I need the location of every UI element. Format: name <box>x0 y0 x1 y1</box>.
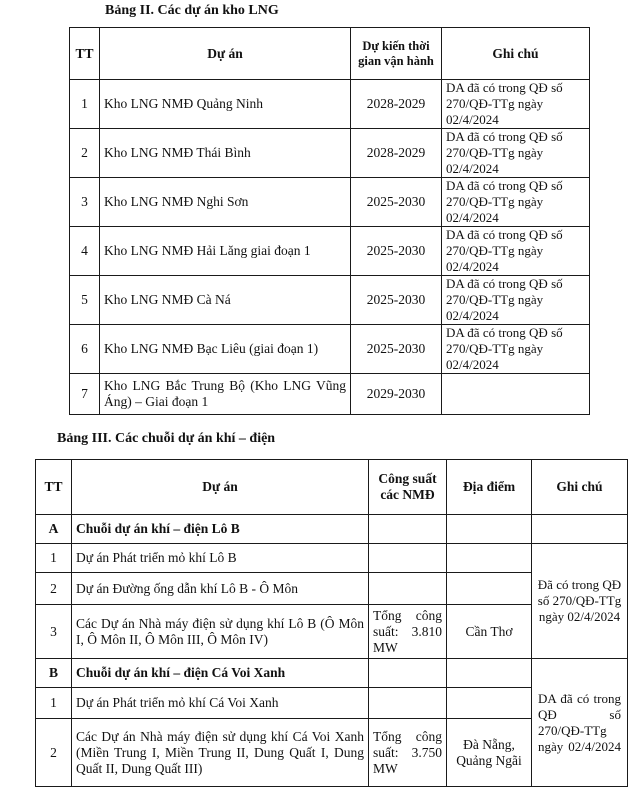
row-location: Đà Nẵng, Quảng Ngãi <box>447 719 532 787</box>
table-row <box>36 544 628 573</box>
group-row-b <box>36 659 628 688</box>
empty-cell <box>447 573 532 605</box>
row-tt: 1 <box>36 544 72 573</box>
table2-caption: Bảng II. Các dự án kho LNG <box>105 3 279 18</box>
row-tt: 5 <box>70 276 100 325</box>
table-row <box>70 227 590 276</box>
table-row <box>70 374 590 415</box>
row-tt: 7 <box>70 374 100 415</box>
row-project: Kho LNG NMĐ Bạc Liêu (giai đoạn 1) <box>100 325 351 374</box>
group-row-a <box>36 515 628 544</box>
empty-cell <box>447 688 532 719</box>
row-note: DA đã có trong QĐ số 270/QĐ-TTg ngày 02/4/2024 <box>442 227 590 276</box>
table3-header-row <box>36 460 628 515</box>
row-tt: 2 <box>36 573 72 605</box>
group-b-note: DA đã có trong QĐ số 270/QĐ-TTg ngày 02/4/2024 <box>532 659 628 787</box>
table2-header-tt: TT <box>70 28 100 80</box>
row-tt: 2 <box>36 719 72 787</box>
row-time: 2029-2030 <box>351 374 442 415</box>
table3-header-location: Địa điểm <box>447 460 532 515</box>
table2-header-note: Ghi chú <box>442 28 590 80</box>
row-note: DA đã có trong QĐ số 270/QĐ-TTg ngày 02/4/2024 <box>442 276 590 325</box>
row-time: 2025-2030 <box>351 276 442 325</box>
table3-header-note: Ghi chú <box>532 460 628 515</box>
row-project: Kho LNG NMĐ Cà Ná <box>100 276 351 325</box>
row-note: DA đã có trong QĐ số 270/QĐ-TTg ngày 02/4/2024 <box>442 325 590 374</box>
empty-cell <box>447 515 532 544</box>
row-tt: 1 <box>36 688 72 719</box>
table2-header-row <box>70 28 590 80</box>
table-row <box>70 276 590 325</box>
empty-cell <box>369 659 447 688</box>
empty-cell <box>532 515 628 544</box>
row-time: 2025-2030 <box>351 227 442 276</box>
group-a-note: Đã có trong QĐ số 270/QĐ-TTg ngày 02/4/2024 <box>532 544 628 659</box>
table2-header-time: Dự kiến thời gian vận hành <box>351 28 442 80</box>
row-time: 2028-2029 <box>351 129 442 178</box>
row-note: DA đã có trong QĐ số 270/QĐ-TTg ngày 02/4/2024 <box>442 80 590 129</box>
row-project: Kho LNG NMĐ Quảng Ninh <box>100 80 351 129</box>
row-project: Kho LNG NMĐ Hải Lăng giai đoạn 1 <box>100 227 351 276</box>
table-row <box>70 129 590 178</box>
row-tt: 2 <box>70 129 100 178</box>
empty-cell <box>447 544 532 573</box>
row-tt: 4 <box>70 227 100 276</box>
empty-cell <box>447 659 532 688</box>
empty-cell <box>369 515 447 544</box>
table-row <box>70 80 590 129</box>
row-capacity: Tổng công suất: 3.750 MW <box>369 719 447 787</box>
empty-cell <box>369 573 447 605</box>
group-b-tt: B <box>36 659 72 688</box>
row-note: DA đã có trong QĐ số 270/QĐ-TTg ngày 02/4/2024 <box>442 178 590 227</box>
table2 <box>69 27 590 415</box>
group-a-tt: A <box>36 515 72 544</box>
table3-header-project: Dự án <box>72 460 369 515</box>
empty-cell <box>369 688 447 719</box>
row-time: 2028-2029 <box>351 80 442 129</box>
table-row <box>70 178 590 227</box>
row-time: 2025-2030 <box>351 325 442 374</box>
table2-header-project: Dự án <box>100 28 351 80</box>
row-tt: 1 <box>70 80 100 129</box>
row-project: Dự án Phát triển mỏ khí Cá Voi Xanh <box>72 688 369 719</box>
table3 <box>35 459 628 787</box>
row-location: Cần Thơ <box>447 605 532 659</box>
group-a-title: Chuỗi dự án khí – điện Lô B <box>72 515 369 544</box>
row-tt: 3 <box>36 605 72 659</box>
row-project: Dự án Đường ống dẫn khí Lô B - Ô Môn <box>72 573 369 605</box>
table3-header-capacity: Công suất các NMĐ <box>369 460 447 515</box>
empty-cell <box>369 544 447 573</box>
row-project: Kho LNG NMĐ Thái Bình <box>100 129 351 178</box>
row-note: DA đã có trong QĐ số 270/QĐ-TTg ngày 02/4/2024 <box>442 129 590 178</box>
table3-caption: Bảng III. Các chuỗi dự án khí – điện <box>57 431 276 446</box>
table3-header-tt: TT <box>36 460 72 515</box>
row-capacity: Tổng công suất: 3.810 MW <box>369 605 447 659</box>
row-project: Các Dự án Nhà máy điện sử dụng khí Cá Voi Xanh (Miền Trung I, Miền Trung II, Dung Quất I, Dung Quất II, Dung Quất III) <box>72 719 369 787</box>
row-project: Dự án Phát triển mỏ khí Lô B <box>72 544 369 573</box>
row-note <box>442 374 590 415</box>
table-row <box>70 325 590 374</box>
row-tt: 6 <box>70 325 100 374</box>
row-project: Kho LNG NMĐ Nghi Sơn <box>100 178 351 227</box>
row-time: 2025-2030 <box>351 178 442 227</box>
row-tt: 3 <box>70 178 100 227</box>
row-project: Kho LNG Bắc Trung Bộ (Kho LNG Vũng Áng) – Giai đoạn 1 <box>100 374 351 415</box>
row-project: Các Dự án Nhà máy điện sử dụng khí Lô B (Ô Môn I, Ô Môn II, Ô Môn III, Ô Môn IV) <box>72 605 369 659</box>
group-b-title: Chuỗi dự án khí – điện Cá Voi Xanh <box>72 659 369 688</box>
